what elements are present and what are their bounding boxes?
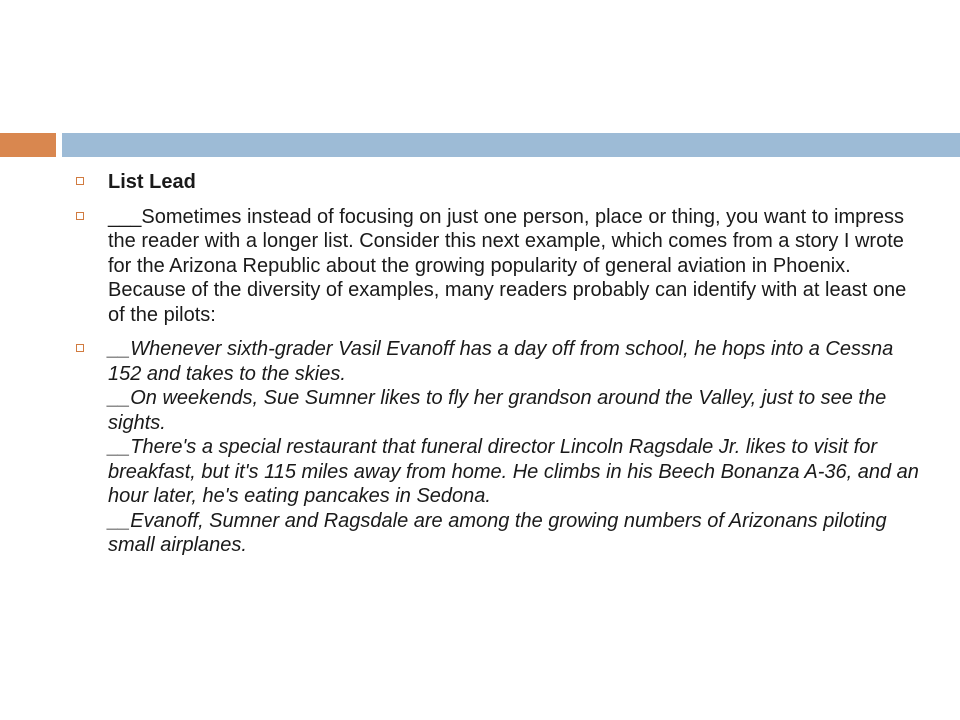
bullet-heading	[76, 170, 926, 195]
heading-text: List Lead	[108, 171, 196, 193]
example-line: __On weekends, Sue Sumner likes to fly her grandson around the Valley, just to see the sights.	[108, 387, 887, 434]
square-bullet-icon	[76, 344, 84, 352]
accent-bar-right	[62, 133, 960, 157]
example-text	[108, 337, 926, 558]
bullet-example	[76, 337, 926, 558]
bullet-paragraph	[76, 205, 926, 328]
slide-content	[76, 170, 926, 568]
accent-bar-left	[0, 133, 56, 157]
paragraph-text: ___Sometimes instead of focusing on just one person, place or thing, you want to impress the reader with a longer list. Consider this next example, which comes from a story I wrote for the Arizona Republic about the growing popularity of general aviation in Phoenix. Because of the diversity of examples, many readers probably can identify with at least one of the pilots:	[108, 205, 907, 326]
square-bullet-icon	[76, 177, 84, 185]
example-line: __There's a special restaurant that funeral director Lincoln Ragsdale Jr. likes to visit for breakfast, but it's 115 miles away from home. He climbs in his Beech Bonanza A-36, and an hour later, he's eating pancakes in Sedona.	[108, 436, 919, 507]
square-bullet-icon	[76, 212, 84, 220]
example-line: __Evanoff, Sumner and Ragsdale are among the growing numbers of Arizonans piloting small airplanes.	[108, 509, 887, 556]
example-line: __Whenever sixth-grader Vasil Evanoff has a day off from school, he hops into a Cessna 152 and takes to the skies.	[108, 338, 894, 385]
